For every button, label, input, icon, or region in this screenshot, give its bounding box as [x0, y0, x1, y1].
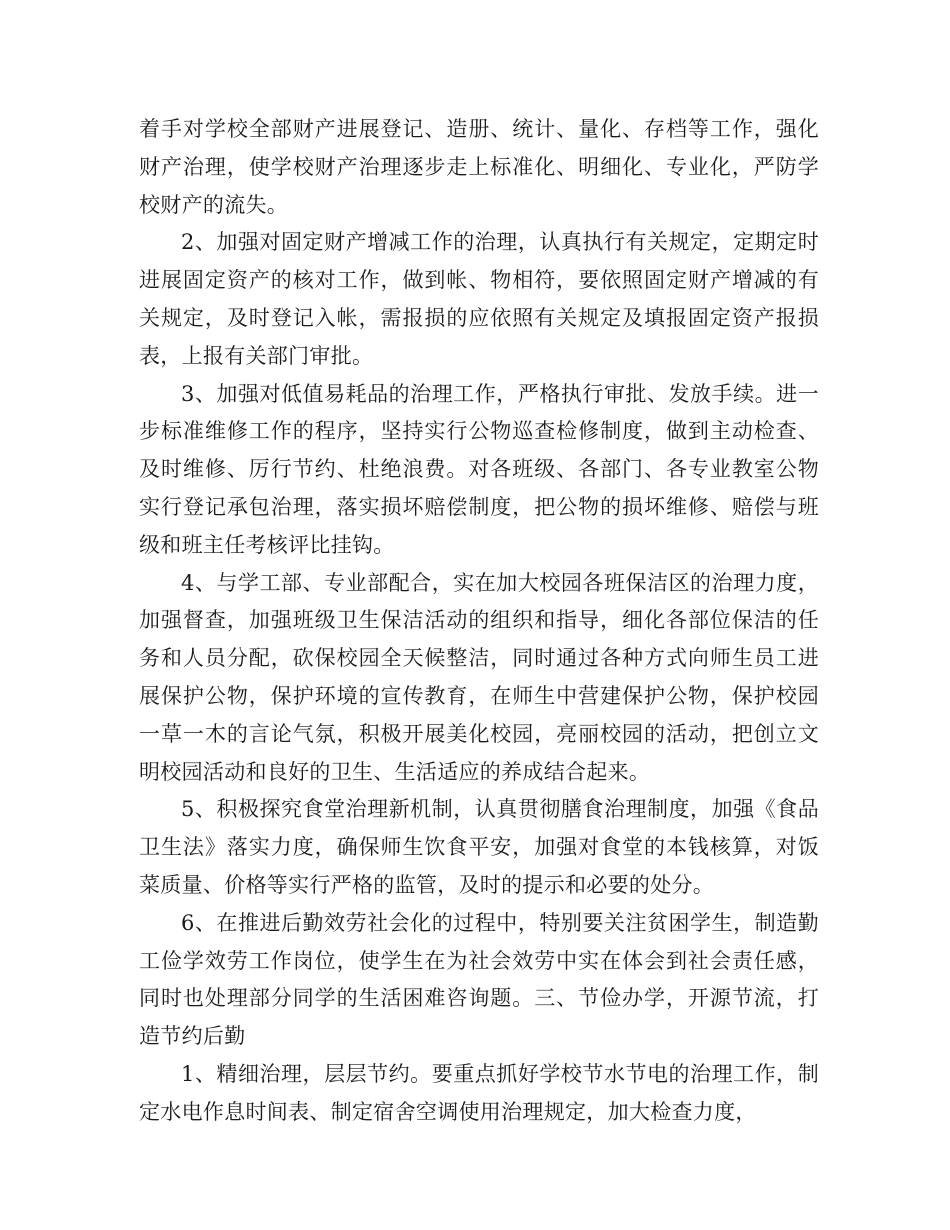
paragraph-7: 1、精细治理，层层节约。要重点抓好学校节水节电的治理工作，制定水电作息时间表、制定宿舍空调使用治理规定，加大检查力度， [139, 1061, 819, 1124]
paragraph-4: 4、与学工部、专业部配合，实在加大校园各班保洁区的治理力度，加强督查，加强班级卫生保洁活动的组织和指导，细化各部位保洁的任务和人员分配，砍保校园全天候整洁，同时通过各种方式向师生员工进展保护公物，保护环境的宣传教育，在师生中营建保护公物，保护校园一草一木的言论气氛，积极开展美化校园，亮丽校园的活动，把创立文明校园活动和良好的卫生、生活适应的养成结合起来。 [139, 570, 819, 784]
paragraph-6: 6、在推进后勤效劳社会化的过程中，特别要关注贫困学生，制造勤工俭学效劳工作岗位，使学生在为社会效劳中实在体会到社会责任感，同时也处理部分同学的生活困难咨询题。三、节俭办学，开源节流，打造节约后勤 [139, 910, 819, 1049]
paragraph-5: 5、积极探究食堂治理新机制，认真贯彻膳食治理制度，加强《食品卫生法》落实力度，确保师生饮食平安，加强对食堂的本钱核算，对饭菜质量、价格等实行严格的监管，及时的提示和必要的处分。 [139, 797, 819, 897]
paragraph-1: 着手对学校全部财产进展登记、造册、统计、量化、存档等工作，强化财产治理，使学校财产治理逐步走上标准化、明细化、专业化，严防学校财产的流失。 [139, 117, 819, 217]
document-body [139, 111, 819, 1132]
paragraph-2: 2、加强对固定财产增减工作的治理，认真执行有关规定，定期定时进展固定资产的核对工作，做到帐、物相符，要依照固定财产增减的有关规定，及时登记入帐，需报损的应依照有关规定及填报固定资产报损表，上报有关部门审批。 [139, 230, 819, 368]
paragraph-3: 3、加强对低值易耗品的治理工作，严格执行审批、发放手续。进一步标准维修工作的程序，坚持实行公物巡查检修制度，做到主动检查、及时维修、厉行节约、杜绝浪费。对各班级、各部门、各专业教室公物实行登记承包治理，落实损坏赔偿制度，把公物的损坏维修、赔偿与班级和班主任考核评比挂钩。 [139, 381, 819, 557]
